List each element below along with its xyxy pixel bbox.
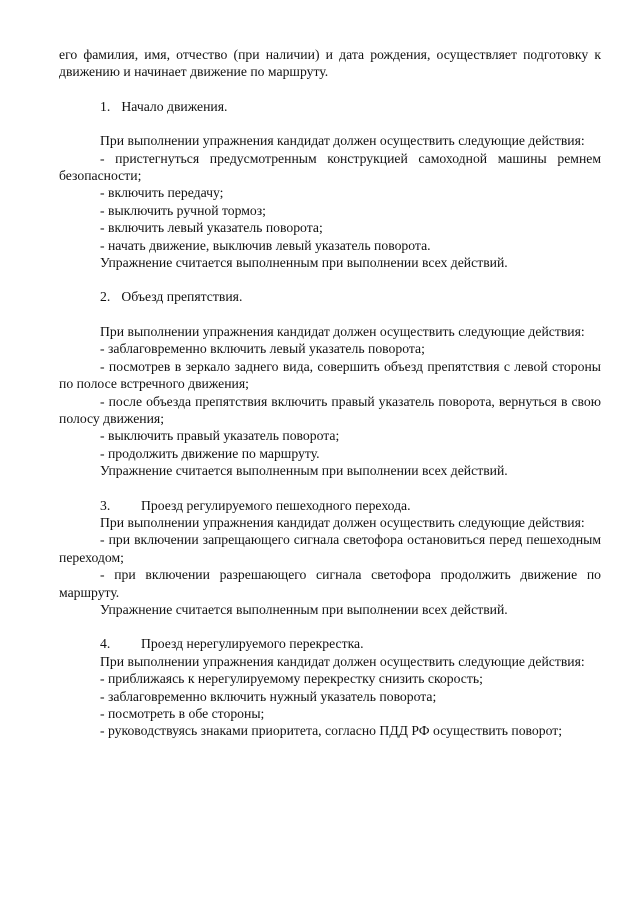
list-item: - после объезда препятствия включить правый указатель поворота, вернуться в свою полосу движения;	[59, 393, 601, 426]
section-heading-2	[59, 288, 601, 305]
list-item: - заблаговременно включить левый указатель поворота;	[100, 341, 425, 357]
list-item: - приближаясь к нерегулируемому перекрестку снизить скорость;	[100, 671, 483, 687]
section-heading-3	[59, 497, 601, 514]
list-item: - при включении разрешающего сигнала светофора продолжить движение по маршруту.	[59, 567, 601, 600]
section-title: Начало движения.	[121, 98, 228, 114]
section-conclusion: Упражнение считается выполненным при выполнении всех действий.	[100, 463, 508, 479]
section-title: Проезд регулируемого пешеходного перехода.	[141, 497, 411, 513]
list-item: - выключить правый указатель поворота;	[100, 428, 340, 444]
section-title: Проезд нерегулируемого перекрестка.	[141, 636, 364, 652]
section-lead: При выполнении упражнения кандидат должен осуществить следующие действия:	[100, 323, 585, 339]
section-lead: При выполнении упражнения кандидат должен осуществить следующие действия:	[100, 653, 585, 669]
section-number: 2.	[100, 289, 111, 305]
list-item: - включить передачу;	[100, 185, 224, 201]
section-number: 3.	[100, 497, 111, 513]
list-item: - включить левый указатель поворота;	[100, 220, 323, 236]
section-lead: При выполнении упражнения кандидат должен осуществить следующие действия:	[100, 514, 585, 530]
section-lead: При выполнении упражнения кандидат должен осуществить следующие действия:	[100, 133, 585, 149]
section-heading-4	[59, 635, 601, 652]
list-item: - заблаговременно включить нужный указатель поворота;	[100, 688, 437, 704]
list-item: - при включении запрещающего сигнала светофора остановиться перед пешеходным переходом;	[59, 532, 601, 565]
list-item: - начать движение, выключив левый указатель поворота.	[100, 237, 431, 253]
list-item: - посмотреть в обе стороны;	[100, 706, 265, 721]
list-item: - руководствуясь знаками приоритета, согласно ПДД РФ осуществить поворот;	[100, 723, 563, 739]
list-item: - пристегнуться предусмотренным конструкцией самоходной машины ремнем безопасности;	[59, 150, 601, 184]
list-item: - выключить ручной тормоз;	[100, 202, 266, 218]
section-title: Объезд препятствия.	[121, 289, 243, 305]
list-item: - продолжить движение по маршруту.	[100, 445, 320, 461]
intro-paragraph: его фамилия, имя, отчество (при наличии) и дата рождения, осуществляет подготовку к движению и начинает движение по маршруту.	[59, 47, 601, 80]
section-heading-1	[59, 98, 601, 115]
list-item: - посмотрев в зеркало заднего вида, совершить объезд препятствия с левой стороны по полосе встречного движения;	[59, 358, 601, 392]
section-number: 4.	[100, 636, 111, 652]
document-page	[59, 46, 601, 740]
section-conclusion: Упражнение считается выполненным при выполнении всех действий.	[100, 601, 508, 617]
section-number: 1.	[100, 98, 111, 114]
section-conclusion: Упражнение считается выполненным при выполнении всех действий.	[100, 255, 508, 271]
